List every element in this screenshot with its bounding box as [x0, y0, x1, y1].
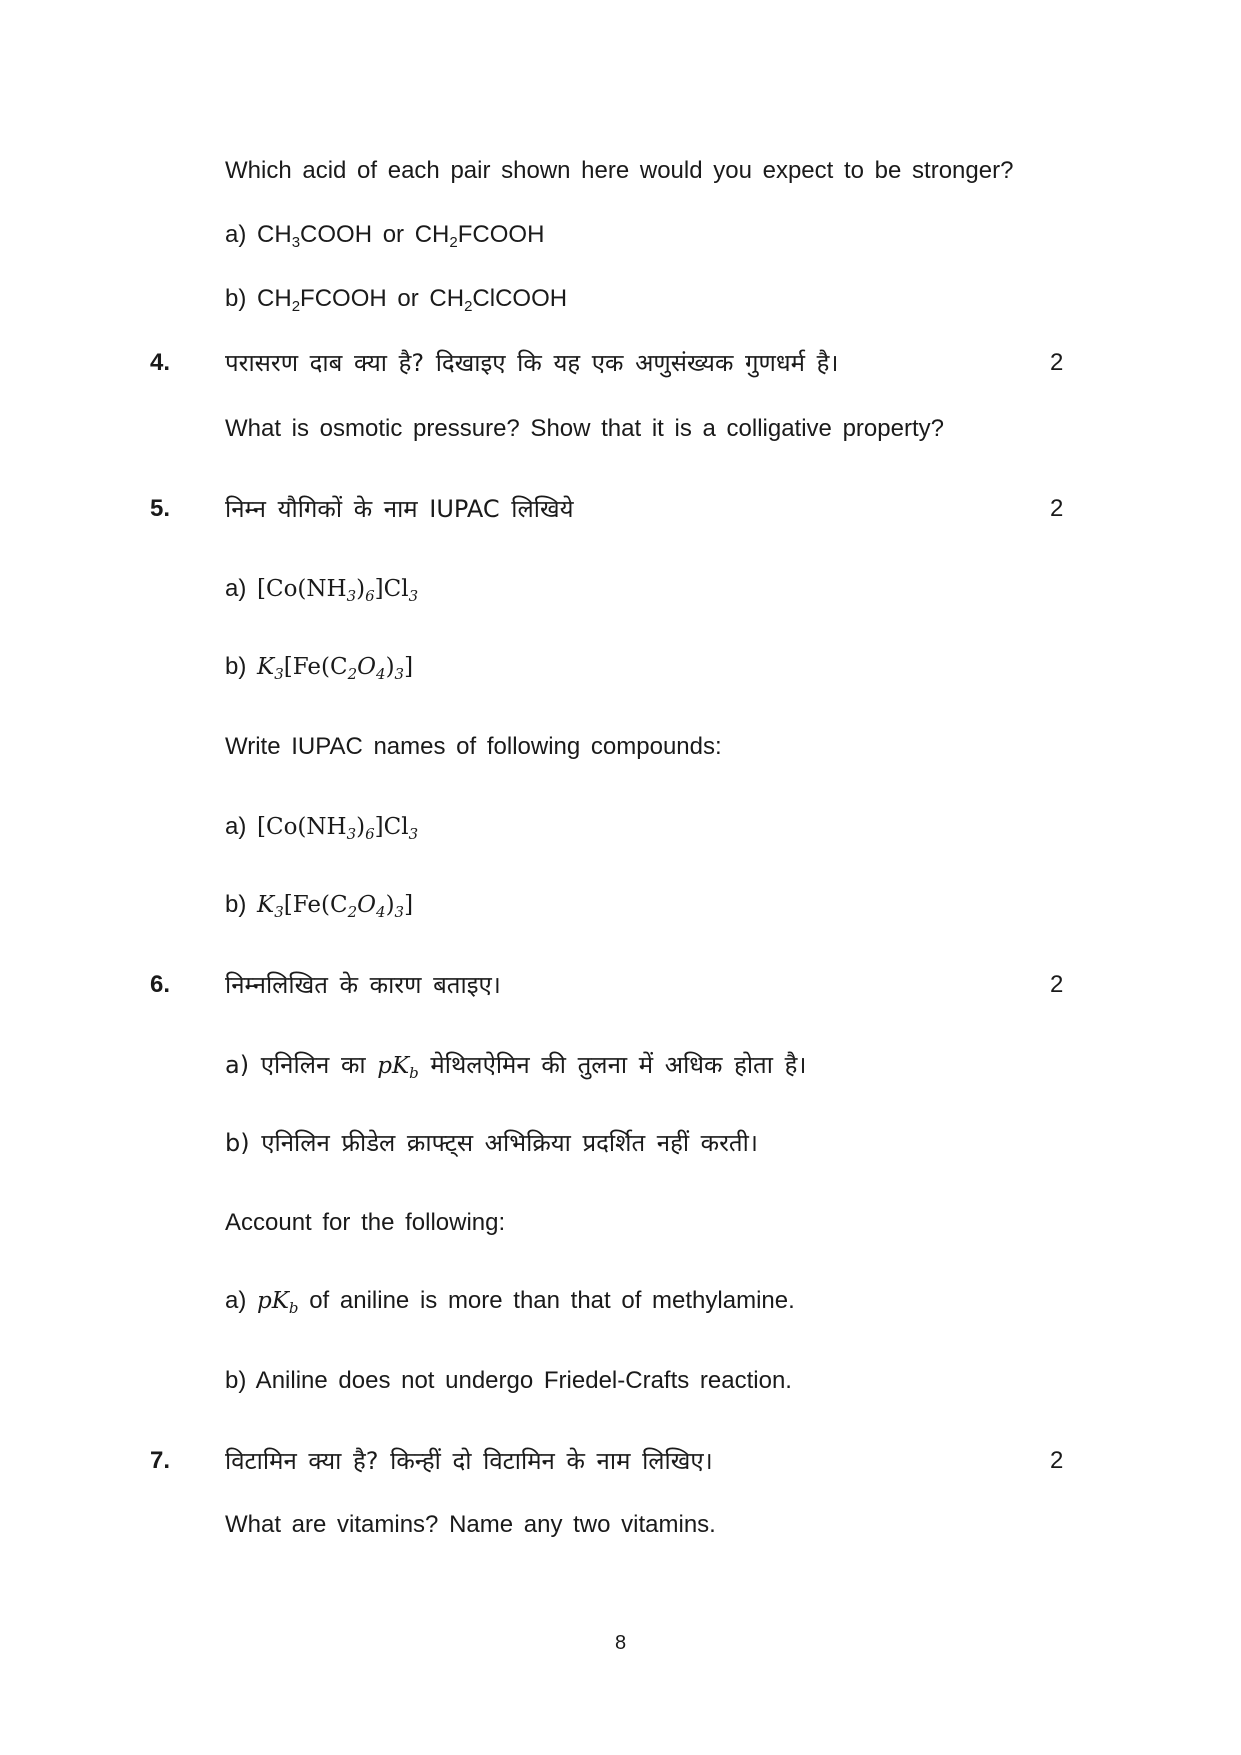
question-5-english-option-a: a) $[Co(NH_3)_6]Cl_3$ [225, 813, 419, 843]
pkb-symbol: $pK_b$ [257, 1288, 299, 1317]
question-7-number: 7. [150, 1447, 171, 1474]
question-5-number: 5. [150, 495, 171, 522]
acid-formula: $CH_2ClCOOH$ [429, 285, 568, 315]
question-4-hindi: परासरण दाब क्या है? दिखाइए कि यह एक अणुसंख्यक गुणधर्म है। [225, 349, 839, 377]
question-5-english-option-b: b) $K_3[Fe(C_2O_4)_3]$ [225, 891, 414, 921]
question-5-marks: 2 [1050, 495, 1064, 522]
question-7-marks: 2 [1050, 1447, 1064, 1474]
intro-option-a: a) $CH_3COOH$ or $CH_2FCOOH$ [225, 221, 545, 251]
question-5-hindi: निम्न यौगिकों के नाम IUPAC लिखिये [225, 495, 574, 523]
pkb-symbol: $pK_b$ [377, 1053, 419, 1082]
question-6-english-option-b: b) Aniline does not undergo Friedel-Crafts reaction. [225, 1367, 792, 1394]
question-4-english: What is osmotic pressure? Show that it is a colligative property? [225, 415, 944, 442]
question-4-number: 4. [150, 349, 171, 376]
question-7-english: What are vitamins? Name any two vitamins. [225, 1511, 716, 1538]
question-4-marks: 2 [1050, 349, 1064, 376]
question-6-marks: 2 [1050, 971, 1064, 998]
question-5-hindi-option-b: b) $K_3[Fe(C_2O_4)_3]$ [225, 653, 414, 683]
question-5-english: Write IUPAC names of following compounds: [225, 733, 722, 760]
intro-option-b: b) $CH_2FCOOH$ or $CH_2ClCOOH$ [225, 285, 568, 315]
intro-question: Which acid of each pair shown here would you expect to be stronger? [225, 157, 1014, 184]
question-6-hindi: निम्नलिखित के कारण बताइए। [225, 971, 501, 999]
complex-formula-a: $[Co(NH_3)_6]Cl_3$ [257, 814, 419, 843]
question-7-hindi: विटामिन क्या है? किन्हीं दो विटामिन के नाम लिखिए। [225, 1447, 713, 1475]
question-6-number: 6. [150, 971, 171, 998]
question-6-hindi-option-a: a) एनिलिन का $pK_b$ मेथिलऐमिन की तुलना में अधिक होता है। [225, 1051, 807, 1082]
complex-formula-a: $[Co(NH_3)_6]Cl_3$ [257, 576, 419, 605]
complex-formula-b: $K_3[Fe(C_2O_4)_3]$ [257, 892, 414, 921]
acid-formula: $CH_3COOH$ [257, 221, 373, 251]
question-6-english: Account for the following: [225, 1209, 506, 1236]
question-5-hindi-option-a: a) $[Co(NH_3)_6]Cl_3$ [225, 575, 419, 605]
acid-formula: $CH_2FCOOH$ [414, 221, 545, 251]
page-number: 8 [614, 1632, 627, 1654]
acid-formula: $CH_2FCOOH$ [257, 285, 387, 315]
complex-formula-b: $K_3[Fe(C_2O_4)_3]$ [257, 654, 414, 683]
question-6-english-option-a: a) $pK_b$ of aniline is more than that of methylamine. [225, 1287, 795, 1317]
question-6-hindi-option-b: b) एनिलिन फ्रीडेल क्राफ्ट्स अभिक्रिया प्रदर्शित नहीं करती। [225, 1129, 758, 1157]
